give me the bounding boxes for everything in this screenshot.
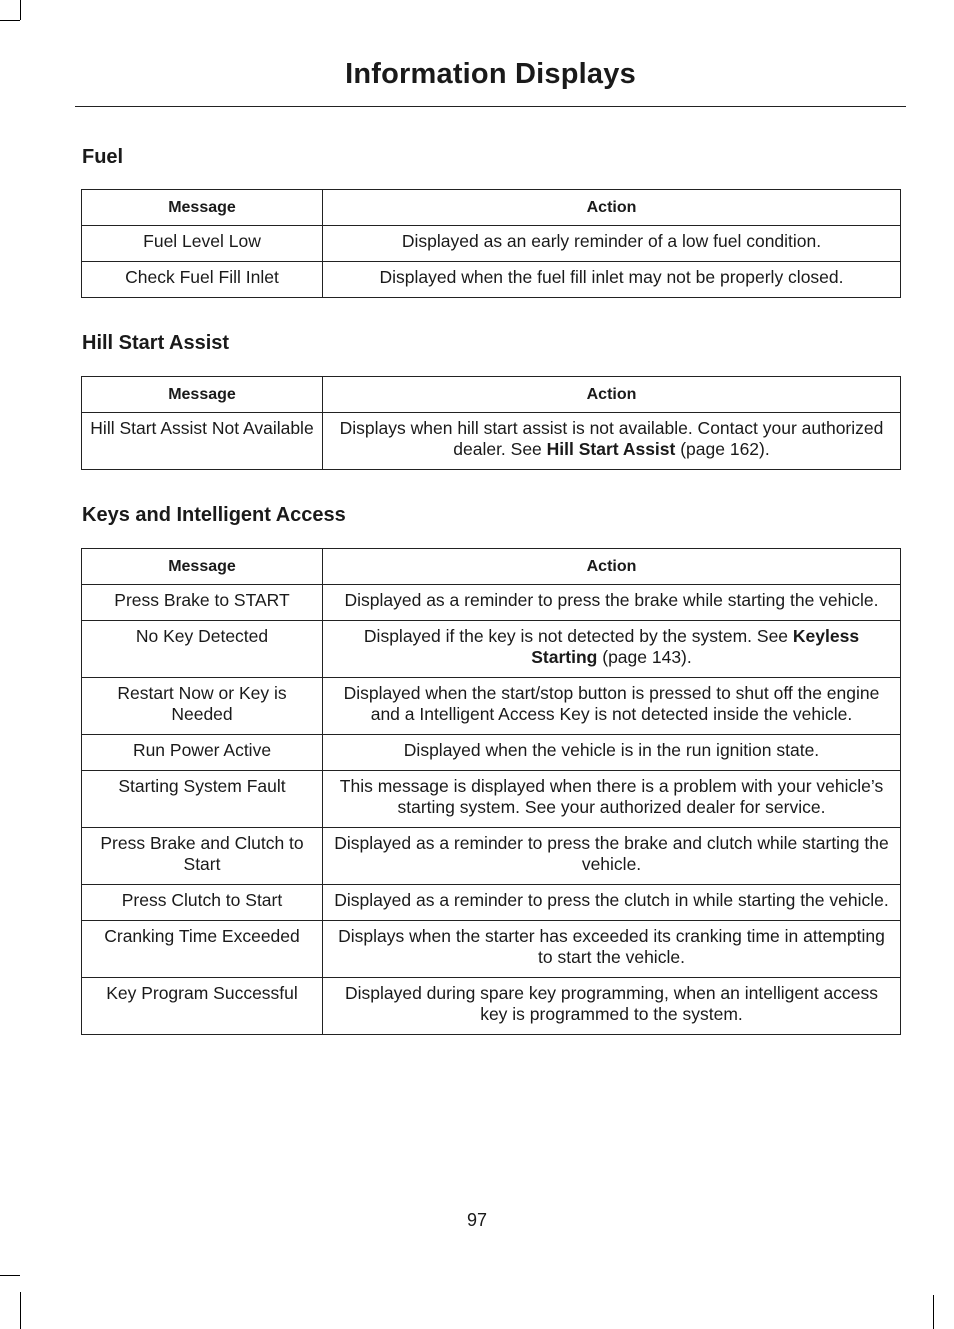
action-cell (323, 413, 901, 470)
cross-reference-link[interactable]: Hill Start Assist (546, 439, 676, 459)
table-row (82, 771, 901, 828)
crop-mark-top-left-h (0, 20, 20, 21)
message-cell: Press Clutch to Start (82, 885, 323, 921)
action-cell: Displays when the starter has exceeded its cranking time in attempting to start the vehicle. (323, 921, 901, 978)
action-cell: Displayed as a reminder to press the brake and clutch while starting the vehicle. (323, 828, 901, 885)
page-reference: (page 143). (597, 647, 692, 667)
table-row (82, 885, 901, 921)
section-heading-keys: Keys and Intelligent Access (82, 504, 346, 526)
column-header-action: Action (323, 549, 901, 585)
action-cell (323, 621, 901, 678)
table-header-row (82, 377, 901, 413)
cross-reference-link[interactable]: Keyless Starting (531, 626, 860, 667)
table-row (82, 828, 901, 885)
message-cell: Fuel Level Low (82, 226, 323, 262)
table-row (82, 413, 901, 470)
crop-mark-bottom-left-v (20, 1292, 21, 1329)
crop-mark-top-left-v (20, 0, 21, 20)
table-row (82, 621, 901, 678)
crop-mark-bottom-left-h (0, 1275, 20, 1276)
table-header-row (82, 190, 901, 226)
action-cell: Displayed when the start/stop button is pressed to shut off the engine and a Intelligent Access Key is not detected inside the vehicle. (323, 678, 901, 735)
table-row (82, 735, 901, 771)
action-cell: Displayed as a reminder to press the clutch in while starting the vehicle. (323, 885, 901, 921)
action-cell: This message is displayed when there is a problem with your vehicle’s starting system. See your authorized dealer for service. (323, 771, 901, 828)
message-cell: Starting System Fault (82, 771, 323, 828)
table-row (82, 921, 901, 978)
action-text: Displayed if the key is not detected by the system. See (363, 626, 793, 646)
column-header-message: Message (82, 190, 323, 226)
title-divider (75, 106, 906, 107)
table-header-row (82, 549, 901, 585)
section-heading-fuel: Fuel (82, 146, 124, 168)
action-text: Displays when hill start assist is not available. Contact your authorized dealer. See (339, 418, 884, 459)
message-cell: Press Brake to START (82, 585, 323, 621)
page-reference: (page 162). (675, 439, 770, 459)
fuel-table (81, 189, 901, 298)
message-cell: Key Program Successful (82, 978, 323, 1035)
message-cell: Restart Now or Key is Needed (82, 678, 323, 735)
column-header-message: Message (82, 377, 323, 413)
column-header-action: Action (323, 377, 901, 413)
action-cell: Displayed when the fuel fill inlet may not be properly closed. (323, 262, 901, 298)
keys-table (81, 548, 901, 1035)
column-header-message: Message (82, 549, 323, 585)
message-cell: Check Fuel Fill Inlet (82, 262, 323, 298)
page-number: 97 (466, 1210, 488, 1230)
message-cell: No Key Detected (82, 621, 323, 678)
action-cell: Displayed when the vehicle is in the run ignition state. (323, 735, 901, 771)
column-header-action: Action (323, 190, 901, 226)
crop-mark-bottom-right-v (933, 1295, 934, 1329)
message-cell: Hill Start Assist Not Available (82, 413, 323, 470)
table-row (82, 226, 901, 262)
table-row (82, 585, 901, 621)
message-cell: Press Brake and Clutch to Start (82, 828, 323, 885)
page-title: Information Displays (345, 58, 636, 90)
action-cell: Displayed during spare key programming, when an intelligent access key is programmed to the system. (323, 978, 901, 1035)
action-cell: Displayed as an early reminder of a low fuel condition. (323, 226, 901, 262)
message-cell: Cranking Time Exceeded (82, 921, 323, 978)
section-heading-hill-start-assist: Hill Start Assist (82, 332, 230, 354)
table-row (82, 262, 901, 298)
hill-start-assist-table (81, 376, 901, 470)
action-cell: Displayed as a reminder to press the brake while starting the vehicle. (323, 585, 901, 621)
table-row (82, 978, 901, 1035)
table-row (82, 678, 901, 735)
message-cell: Run Power Active (82, 735, 323, 771)
